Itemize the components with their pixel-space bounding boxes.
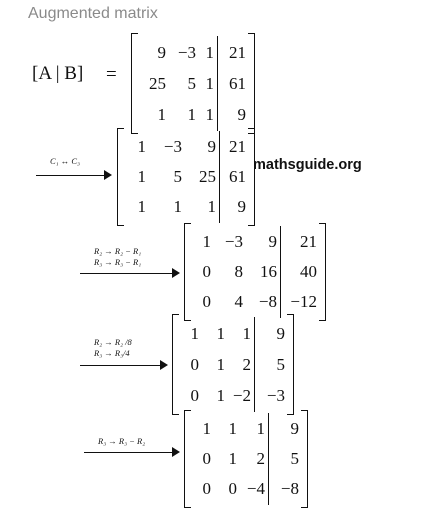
coefficient-cell: 5 <box>187 73 196 93</box>
constant-cell: −3 <box>266 385 285 405</box>
coefficient-cell: 0 <box>190 354 199 374</box>
coefficient-cell: 1 <box>187 104 196 124</box>
row-operation-label: C₁ ↔ C₃ <box>50 156 80 166</box>
row-operation-label: R₃ → R₃ − R₂ <box>98 436 146 446</box>
coefficient-cell: 1 <box>216 323 225 343</box>
coefficient-cell: 1 <box>202 232 211 251</box>
row-operation-label: R₂ → R₂ /8 <box>94 337 132 347</box>
coefficient-cell: 5 <box>173 167 182 186</box>
coefficient-cell: 1 <box>137 167 146 186</box>
row-operation-label: R₂ → R₂ − R₁ <box>94 246 142 256</box>
augmented-matrix <box>172 314 294 415</box>
coefficient-cell: 0 <box>202 262 211 281</box>
augment-separator <box>219 131 220 223</box>
coefficient-cell: 2 <box>242 354 251 374</box>
coefficient-cell: 1 <box>216 354 225 374</box>
equals-sign: = <box>106 64 117 85</box>
coefficient-cell: 1 <box>216 385 225 405</box>
row-operation-label: R₃ → R₃/4 <box>94 348 130 358</box>
coefficient-cell: −3 <box>224 232 243 251</box>
coefficient-cell: 1 <box>228 419 237 438</box>
coefficient-cell: 1 <box>190 323 199 343</box>
augmented-matrix <box>117 128 255 226</box>
watermark-text: mathsguide.org <box>253 157 362 173</box>
constant-cell: 61 <box>229 167 246 186</box>
coefficient-cell: 1 <box>207 197 216 216</box>
coefficient-cell: 1 <box>173 197 182 216</box>
page-heading: Augmented matrix <box>28 5 158 22</box>
coefficient-cell: 25 <box>149 73 166 93</box>
coefficient-cell: 1 <box>242 323 251 343</box>
constant-cell: 5 <box>276 354 285 374</box>
augment-separator <box>268 413 269 505</box>
coefficient-cell: 1 <box>205 42 214 62</box>
coefficient-cell: 1 <box>137 197 146 216</box>
constant-cell: 9 <box>290 419 299 438</box>
coefficient-cell: 4 <box>234 292 243 311</box>
augment-separator <box>254 317 255 412</box>
constant-cell: −12 <box>290 292 317 311</box>
constant-cell: 9 <box>237 104 246 124</box>
constant-cell: 9 <box>237 197 246 216</box>
constant-cell: 61 <box>229 73 246 93</box>
coefficient-cell: 9 <box>268 232 277 251</box>
coefficient-cell: 0 <box>190 385 199 405</box>
coefficient-cell: 0 <box>202 479 211 498</box>
constant-cell: 21 <box>229 137 246 156</box>
constant-cell: 21 <box>300 232 317 251</box>
augmented-matrix <box>131 33 255 134</box>
coefficient-cell: 9 <box>157 42 166 62</box>
coefficient-cell: 1 <box>205 73 214 93</box>
coefficient-cell: 16 <box>260 262 277 281</box>
coefficient-cell: −2 <box>232 385 251 405</box>
coefficient-cell: 1 <box>157 104 166 124</box>
augment-separator <box>217 36 218 131</box>
constant-cell: −8 <box>280 479 299 498</box>
coefficient-cell: 0 <box>228 479 237 498</box>
constant-cell: 21 <box>229 42 246 62</box>
augmented-matrix <box>184 223 326 321</box>
coefficient-cell: 1 <box>256 419 265 438</box>
coefficient-cell: −4 <box>246 479 265 498</box>
coefficient-cell: 1 <box>205 104 214 124</box>
coefficient-cell: 2 <box>256 449 265 468</box>
augmented-matrix-label: [A | B] <box>32 63 84 84</box>
coefficient-cell: 1 <box>228 449 237 468</box>
coefficient-cell: 8 <box>234 262 243 281</box>
coefficient-cell: 1 <box>137 137 146 156</box>
coefficient-cell: 9 <box>207 137 216 156</box>
coefficient-cell: 0 <box>202 292 211 311</box>
coefficient-cell: −8 <box>258 292 277 311</box>
augment-separator <box>280 226 281 318</box>
augmented-matrix <box>184 410 308 508</box>
coefficient-cell: 1 <box>202 419 211 438</box>
constant-cell: 5 <box>290 449 299 468</box>
coefficient-cell: 0 <box>202 449 211 468</box>
constant-cell: 40 <box>300 262 317 281</box>
row-operation-label: R₃ → R₃ − R₁ <box>94 257 142 267</box>
coefficient-cell: −3 <box>177 42 196 62</box>
constant-cell: 9 <box>276 323 285 343</box>
coefficient-cell: 25 <box>199 167 216 186</box>
coefficient-cell: −3 <box>163 137 182 156</box>
